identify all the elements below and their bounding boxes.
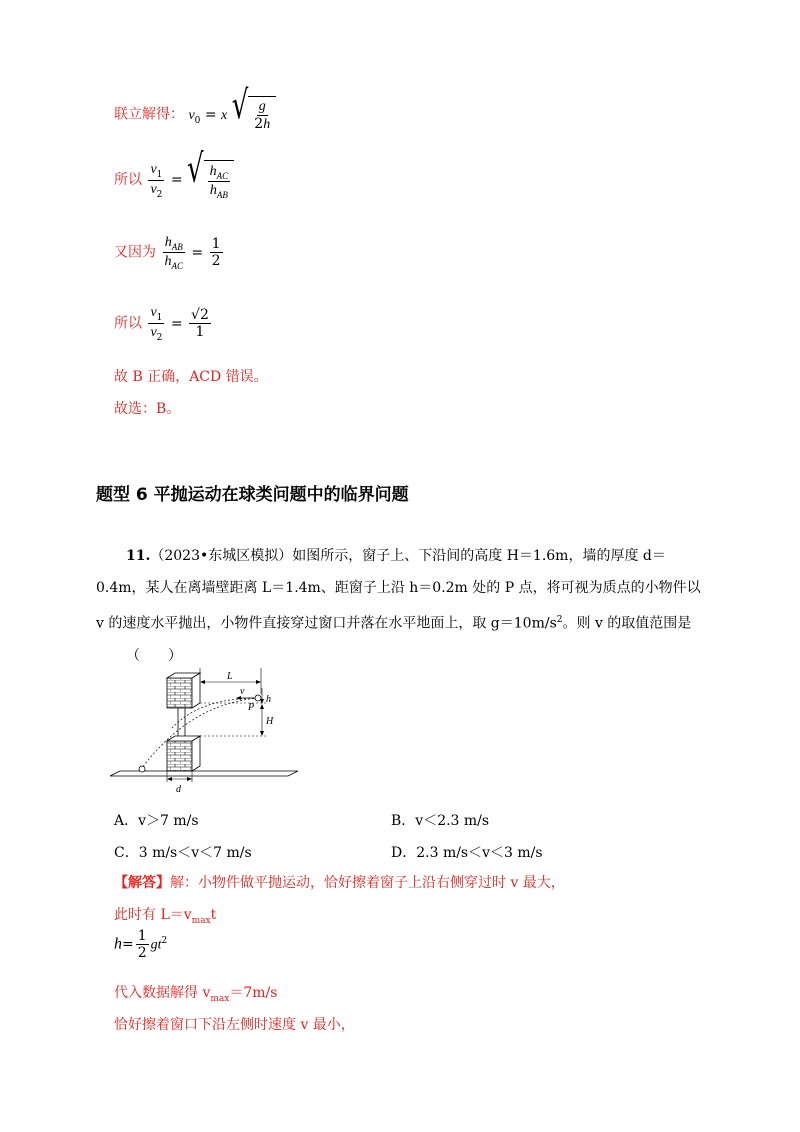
question-text-3b: 。则 v 的取值范围是: [562, 615, 692, 632]
answer-line-4: [114, 982, 277, 1004]
solution-line-2: [114, 146, 234, 200]
question-paragraph: [96, 540, 708, 672]
answer-line-2b: t: [210, 907, 217, 923]
question-text-1: 如图所示，窗子上、下沿间的高度 H＝1.6m，墙的厚度 d＝: [292, 548, 666, 564]
upper-wall: [167, 678, 192, 708]
solution-line-3-label: 又因为: [114, 244, 156, 261]
height-ratio-num: 1: [211, 236, 221, 253]
answer-line-4a: 代入数据解得 v: [114, 985, 211, 1001]
choice-c[interactable]: C．3 m/s＜v＜7 m/s: [114, 845, 252, 861]
velocity-ratio-den: 1: [195, 324, 205, 341]
solution-line-4-label: 所以: [114, 315, 142, 332]
answer-text: 故选：B。: [114, 401, 181, 417]
answer-line-1-text: 解：小物件做平抛运动，恰好擦着窗子上沿右侧穿过时 v 最大，: [170, 875, 565, 891]
solution-line-2-label: 所以: [114, 172, 142, 189]
answer-line-2-sub: max: [191, 915, 211, 926]
question-source: （2023•东城区模拟）: [150, 548, 293, 564]
conclusion-text: 故 B 正确，ACD 错误。: [114, 369, 268, 385]
answer-line-2: [114, 904, 216, 926]
half-num: 1: [137, 928, 147, 944]
half-den: 2: [137, 945, 147, 962]
window-wall-figure: [110, 668, 310, 798]
solution-line-4: [114, 304, 213, 343]
label-L: L: [227, 671, 233, 682]
solution-line-1-label: 联立解得：: [114, 106, 184, 123]
lower-wall: [167, 741, 192, 771]
label-v: v: [240, 686, 245, 697]
height-ratio-formula: $\frac{h_{AB}}{h_{AC}}$ = $\frac{1}{2}$: [164, 235, 221, 271]
label-H: H: [266, 716, 274, 727]
question-text-3-sup: 2: [556, 615, 563, 625]
answer-bracket: （ ）: [126, 647, 182, 664]
label-h: h: [266, 694, 271, 705]
answer-tag: 【解答】: [114, 875, 170, 891]
question-line-1: [96, 540, 708, 572]
point-p-marker: [255, 695, 261, 701]
answer-line-4-sub: max: [210, 993, 230, 1004]
question-number: 11.: [126, 548, 151, 564]
solution-line-1: [114, 83, 276, 133]
choice-b[interactable]: B．v＜2.3 m/s: [391, 813, 490, 829]
label-P: P: [248, 702, 255, 713]
answer-line-1: [114, 872, 565, 892]
section-heading: 题型 6 平抛运动在球类问题中的临界问题: [96, 485, 409, 505]
answer-line-3: h= $\frac{1}{2}$ $gt^2$: [114, 928, 168, 962]
v0-formula: $v_0 = x$ √ $\frac{g}{2h}$: [188, 107, 276, 123]
answer-line-4b: ＝7m/s: [229, 985, 278, 1001]
answer-line-5: 恰好擦着窗口下沿左侧时速度 v 最小，: [114, 1017, 355, 1033]
question-line-3: [96, 604, 708, 640]
answer-line-2a: 此时有 L＝v: [114, 907, 192, 923]
ground: [110, 771, 298, 776]
velocity-ratio-result: $\frac{v_1}{v_2}$ = $\frac{√2}{1}$: [150, 305, 209, 343]
velocity-ratio-formula: $\frac{v_1}{v_2}$ = √ $\frac{h_{AC}}{h_{AB}}$: [146, 172, 234, 188]
choice-a[interactable]: A．v＞7 m/s: [114, 813, 199, 829]
height-ratio-den: 2: [211, 253, 221, 270]
choice-d[interactable]: D．2.3 m/s＜v＜3 m/s: [391, 845, 543, 861]
question-text-2: 0.4m，某人在离墙壁距离 L＝1.4m、距窗子上沿 h＝0.2m 处的 P 点，将可视为质点的小物件以: [96, 580, 701, 596]
solution-line-3: [114, 234, 225, 271]
label-d: d: [176, 784, 181, 795]
question-text-3a: v 的速度水平抛出，小物件直接穿过窗口并落在水平地面上，取 g＝10m/s: [96, 615, 557, 632]
